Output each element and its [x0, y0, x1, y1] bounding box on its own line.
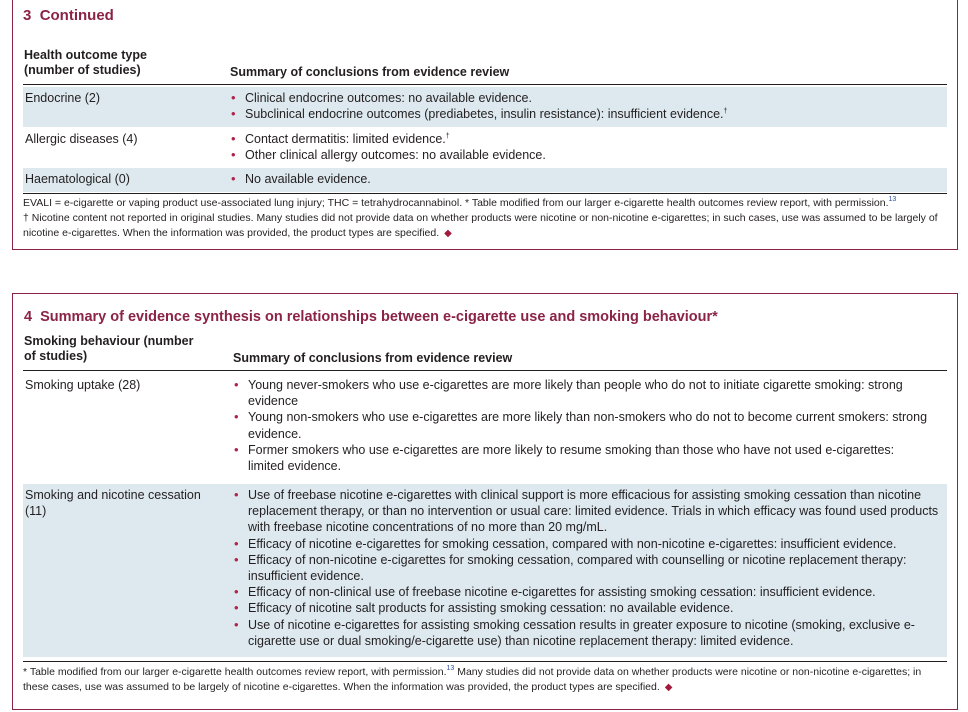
reference-13: 13	[888, 196, 897, 203]
reference-13: 13	[446, 665, 455, 672]
header-rule	[23, 84, 947, 85]
footnote-abbreviations: EVALI = e-cigarette or vaping product use-associated lung injury; THC = tetrahydrocannabinol. * Table modified from our larger e-cigarette health outcomes review report, with permission.$^{13}$	[23, 196, 897, 209]
footer-rule	[23, 661, 947, 662]
table-row	[23, 374, 947, 479]
list-item: • Young never-smokers who use e-cigarettes are more likely than people who do not to initiate cigarette smoking: strong evidence	[233, 377, 933, 409]
list-item: • Young non-smokers who use e-cigarettes are more likely than non-smokers who do not to become current smokers: strong evidence.	[233, 409, 933, 441]
dagger-mark: †	[445, 133, 450, 140]
panel-3-col2-header: Summary of conclusions from evidence review	[230, 65, 510, 79]
header-rule	[23, 370, 947, 371]
end-diamond-icon: ◆	[664, 682, 673, 693]
panel-4-footnotes: * Table modified from our larger e-cigarette health outcomes review report, with permission.$^{13}$ Many studies did not provide data on whether products were nicotine or non-nicotine e-cigarettes; in these cases, use was assumed to be largely of nicotine e-cigarettes. When the information was provided, the product types are specified. ◆	[23, 665, 922, 693]
bullet-list	[230, 131, 546, 163]
bullet-list	[230, 171, 371, 187]
panel-4-smoking-behaviour	[12, 293, 958, 710]
panel-4-number: 4	[24, 309, 33, 325]
list-item: • Use of freebase nicotine e-cigarettes with clinical support is more efficacious for assisting smoking cessation than nicotine replacement therapy, or than no intervention or usual care: limited evidence. Trials in which efficacy was found used products with freebase nicotine concentrations of no more than 20 mg/mL.	[233, 487, 941, 536]
panel-4-col1-header: Smoking behaviour (number of studies)	[24, 334, 194, 363]
table-row	[23, 168, 947, 192]
list-item: • Clinical endocrine outcomes: no available evidence.	[230, 90, 727, 106]
list-item: • Other clinical allergy outcomes: no available evidence.	[230, 147, 546, 163]
table-row	[23, 128, 947, 167]
bullet-list	[233, 487, 941, 649]
bullet-list	[233, 377, 933, 474]
list-item: • Efficacy of nicotine salt products for assisting smoking cessation: no available evidence.	[233, 600, 941, 616]
footnote-dagger: † Nicotine content not reported in original studies. Many studies did not provide data on whether products were nicotine or non-nicotine e-cigarettes; in such cases, use was assumed to be largely of nicotine e-cigarettes. When the information was provided, the product types are specified. ◆	[23, 212, 938, 239]
list-item: • Efficacy of non-clinical use of freebase nicotine e-cigarettes for assisting smoking cessation: insufficient evidence.	[233, 584, 941, 600]
row-label: Endocrine (2)	[25, 91, 101, 105]
dagger-mark: †	[723, 108, 728, 116]
panel-3-number: 3	[23, 7, 32, 24]
panel-3-col1-header: Health outcome type (number of studies)	[24, 48, 147, 77]
row-label: Haematological (0)	[25, 172, 130, 186]
panel-3-title	[23, 7, 114, 24]
panel-3-footnotes	[23, 196, 949, 241]
list-item: • Former smokers who use e-cigarettes are more likely to resume smoking than those who have not used e-cigarettes: limited evidence.	[233, 442, 933, 474]
list-item: • Efficacy of non-nicotine e-cigarettes for smoking cessation, compared with counselling or nicotine replacement therapy: insufficient evidence.	[233, 552, 941, 584]
row-label: Allergic diseases (4)	[25, 132, 138, 146]
list-item: • No available evidence.	[230, 171, 371, 187]
list-item: • Subclinical endocrine outcomes (prediabetes, insulin resistance): insufficient evidence.†	[230, 106, 727, 122]
row-label: Smoking uptake (28)	[25, 378, 141, 392]
list-item: • Use of nicotine e-cigarettes for assisting smoking cessation results in greater exposure to nicotine (smoking, exclusive e-cigarette use or dual smoking/e-cigarette use) than nicotine replacement therapy: limited evidence.	[233, 617, 941, 649]
row-label: Smoking and nicotine cessation (11)	[25, 488, 201, 518]
list-item: • Efficacy of nicotine e-cigarettes for smoking cessation, compared with non-nicotine e-cigarettes: insufficient evidence.	[233, 536, 941, 552]
table-row	[23, 87, 947, 127]
end-diamond-icon: ◆	[444, 228, 452, 239]
footer-rule	[23, 193, 947, 194]
panel-3-continued	[12, 0, 958, 250]
list-item: • Contact dermatitis: limited evidence.†	[230, 131, 546, 147]
panel-4-title-text: Summary of evidence synthesis on relationships between e-cigarette use and smoking behaviour*	[40, 309, 718, 325]
panel-4-col2-header: Summary of conclusions from evidence review	[233, 351, 513, 365]
panel-3-title-text: Continued	[39, 7, 114, 24]
panel-4-title	[24, 309, 718, 325]
table-row	[23, 484, 947, 657]
bullet-list	[230, 90, 727, 122]
